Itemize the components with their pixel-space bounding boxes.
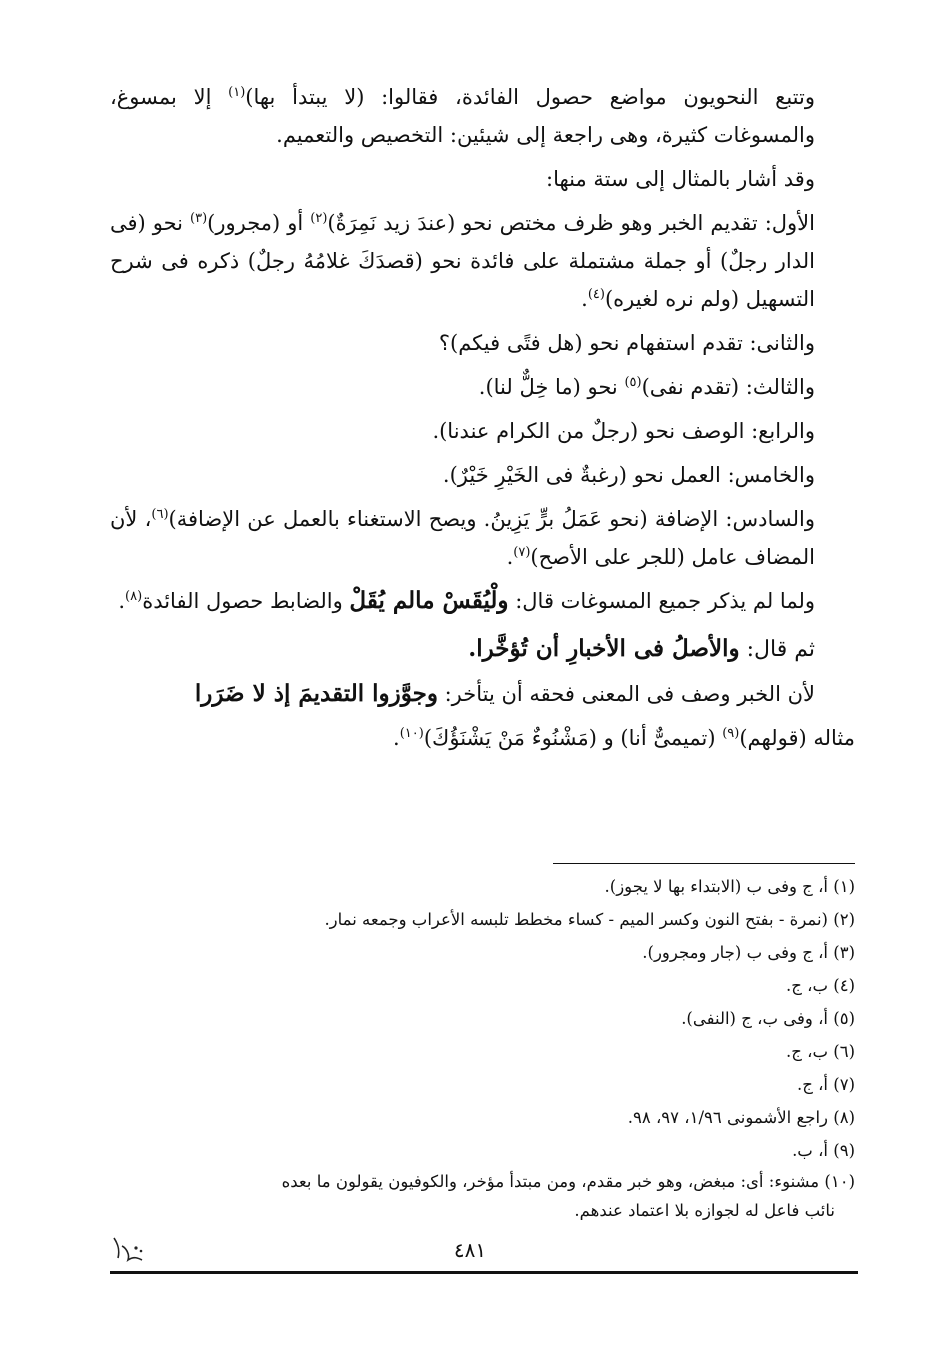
footnote-3: (٣) أ، ج وفى ب (جار ومجرور). (642, 943, 855, 962)
footnote-ref[interactable]: (٨) (125, 589, 143, 604)
paragraph-4 (110, 324, 855, 362)
page-number: ٤٨١ (453, 1238, 487, 1262)
footnote-ref[interactable]: (١) (228, 85, 246, 100)
footnote-separator (553, 863, 855, 864)
paragraph-11 (110, 719, 855, 757)
verse-heading (110, 630, 855, 669)
text-run: لأن الخبر وصف فى المعنى فحقه أن يتأخر: (437, 682, 815, 706)
footnote-line: نائب فاعل له لجوازه بلا اعتماد عندهم. (574, 1201, 835, 1220)
footnote-ref[interactable]: (٦) (151, 507, 169, 522)
page-footer-rule (110, 1271, 858, 1274)
paragraph-2 (110, 160, 855, 198)
text-run: مثاله (قولهم) (739, 726, 855, 750)
footnote-ref[interactable]: (٢) (310, 211, 328, 226)
text-run: ثم قال: (739, 637, 815, 662)
footnote-ref[interactable]: (٥) (624, 375, 642, 390)
text-run: والضابط حصول الفائدة (142, 589, 350, 613)
text-run: والثانى: تقدم استفهام نحو (هل فتًى فيكم)؟ (438, 331, 815, 355)
text-run: . (393, 726, 400, 750)
footnote-ref[interactable]: (٧) (513, 545, 531, 560)
text-run: إلا بمسوغ، والمسوغات كثيرة، وهى راجعة إلى شيئين: التخصيص والتعميم. (110, 85, 815, 147)
text-run: ، لأن المضاف عامل (للجر على الأصح) (110, 507, 815, 569)
paragraph-5 (110, 368, 855, 406)
text-run: الأول: تقديم الخبر وهو ظرف مختص نحو (عندَ زيد نَمِرَةٌ) (327, 211, 815, 235)
text-run: نحو (ما خِلٌّ لنا). (478, 375, 625, 399)
footnote-line: (١٠) مشنوء: أى: مبغض، وهو خبر مقدم، ومن مبتدأ مؤخر، والكوفيون يقولون ما بعده (281, 1172, 855, 1191)
text-run: أو (مجرور) (207, 211, 311, 235)
paragraph-1 (110, 78, 855, 154)
paragraph-10 (110, 675, 855, 713)
paragraph-7 (110, 456, 855, 494)
text-run: والثالث: (تقدم نفى) (641, 375, 815, 399)
verse-quote: وجوَّزوا التقديمَ إذ لا ضَرَرا (194, 680, 438, 707)
text-run: وقد أشار بالمثال إلى ستة منها: (546, 167, 815, 191)
footnote-ref[interactable]: (٤) (587, 287, 605, 302)
footnote-10 (110, 1167, 855, 1225)
text-run: وتتبع النحويون مواضع حصول الفائدة، فقالوا: (لا يبتدأ بها) (245, 85, 815, 109)
footnote-1: (١) أ، ج وفى ب (الابتداء بها لا يجوز). (604, 877, 855, 896)
text-run: نحو (فى الدار رجلٌ) أو جملة مشتملة على فائدة نحو (قصدَكَ غلامُهُ رجلٌ) ذكره فى شرح التسهيل (ولم نره لغيره) (110, 211, 815, 311)
footnote-ref[interactable]: (١٠) (399, 726, 424, 741)
text-run: . (581, 287, 588, 311)
footnote-9: (٩) أ، ب. (792, 1141, 855, 1160)
footnote-5: (٥) أ، وفى ب، ج (النفى). (681, 1009, 855, 1028)
footnote-2: (٢) (نمرة - بفتح النون وكسر الميم - كساء مخطط تلبسه الأعراب وجمعه نمار. (324, 910, 855, 929)
verse-quote: والأصلُ فى الأخبارِ أن تُؤخَّرا. (468, 635, 740, 662)
text-run: . (506, 545, 514, 569)
text-run: (تميمىٌّ أنا) و (مَشْنُوءٌ مَنْ يَشْنَؤُكَ) (423, 726, 723, 750)
footnotes (110, 870, 855, 1225)
footnote-8: (٨) راجع الأشمونى ١/٩٦، ٩٧، ٩٨. (627, 1108, 855, 1127)
footnote-6: (٦) ب، ج. (786, 1042, 855, 1061)
text-run: والرابع: الوصف نحو (رجلٌ من الكرام عندنا). (432, 419, 815, 443)
main-text (110, 78, 855, 763)
paragraph-6 (110, 412, 855, 450)
ornament-icon (108, 1232, 148, 1266)
paragraph-8 (110, 500, 855, 576)
text-run: ولما لم يذكر جميع المسوغات قال: (508, 589, 815, 613)
text-run: . (118, 589, 126, 613)
text-run: والسادس: الإضافة (نحو عَمَلُ برٍّ يَزِينُ. ويصح الاستغناء بالعمل عن الإضافة) (168, 507, 815, 531)
paragraph-3 (110, 204, 855, 318)
footnote-7: (٧) أ، ج. (796, 1075, 855, 1094)
footnote-4: (٤) ب، ج. (786, 976, 855, 995)
paragraph-9 (110, 582, 855, 620)
footnote-ref[interactable]: (٩) (722, 726, 740, 741)
footnote-ref[interactable]: (٣) (190, 211, 208, 226)
text-run: والخامس: العمل نحو (رغبةٌ فى الخَيْرِ خَيْرٌ). (442, 463, 815, 487)
verse-quote: ولْيُقَسْ مالم يُقَلْ (349, 587, 509, 614)
